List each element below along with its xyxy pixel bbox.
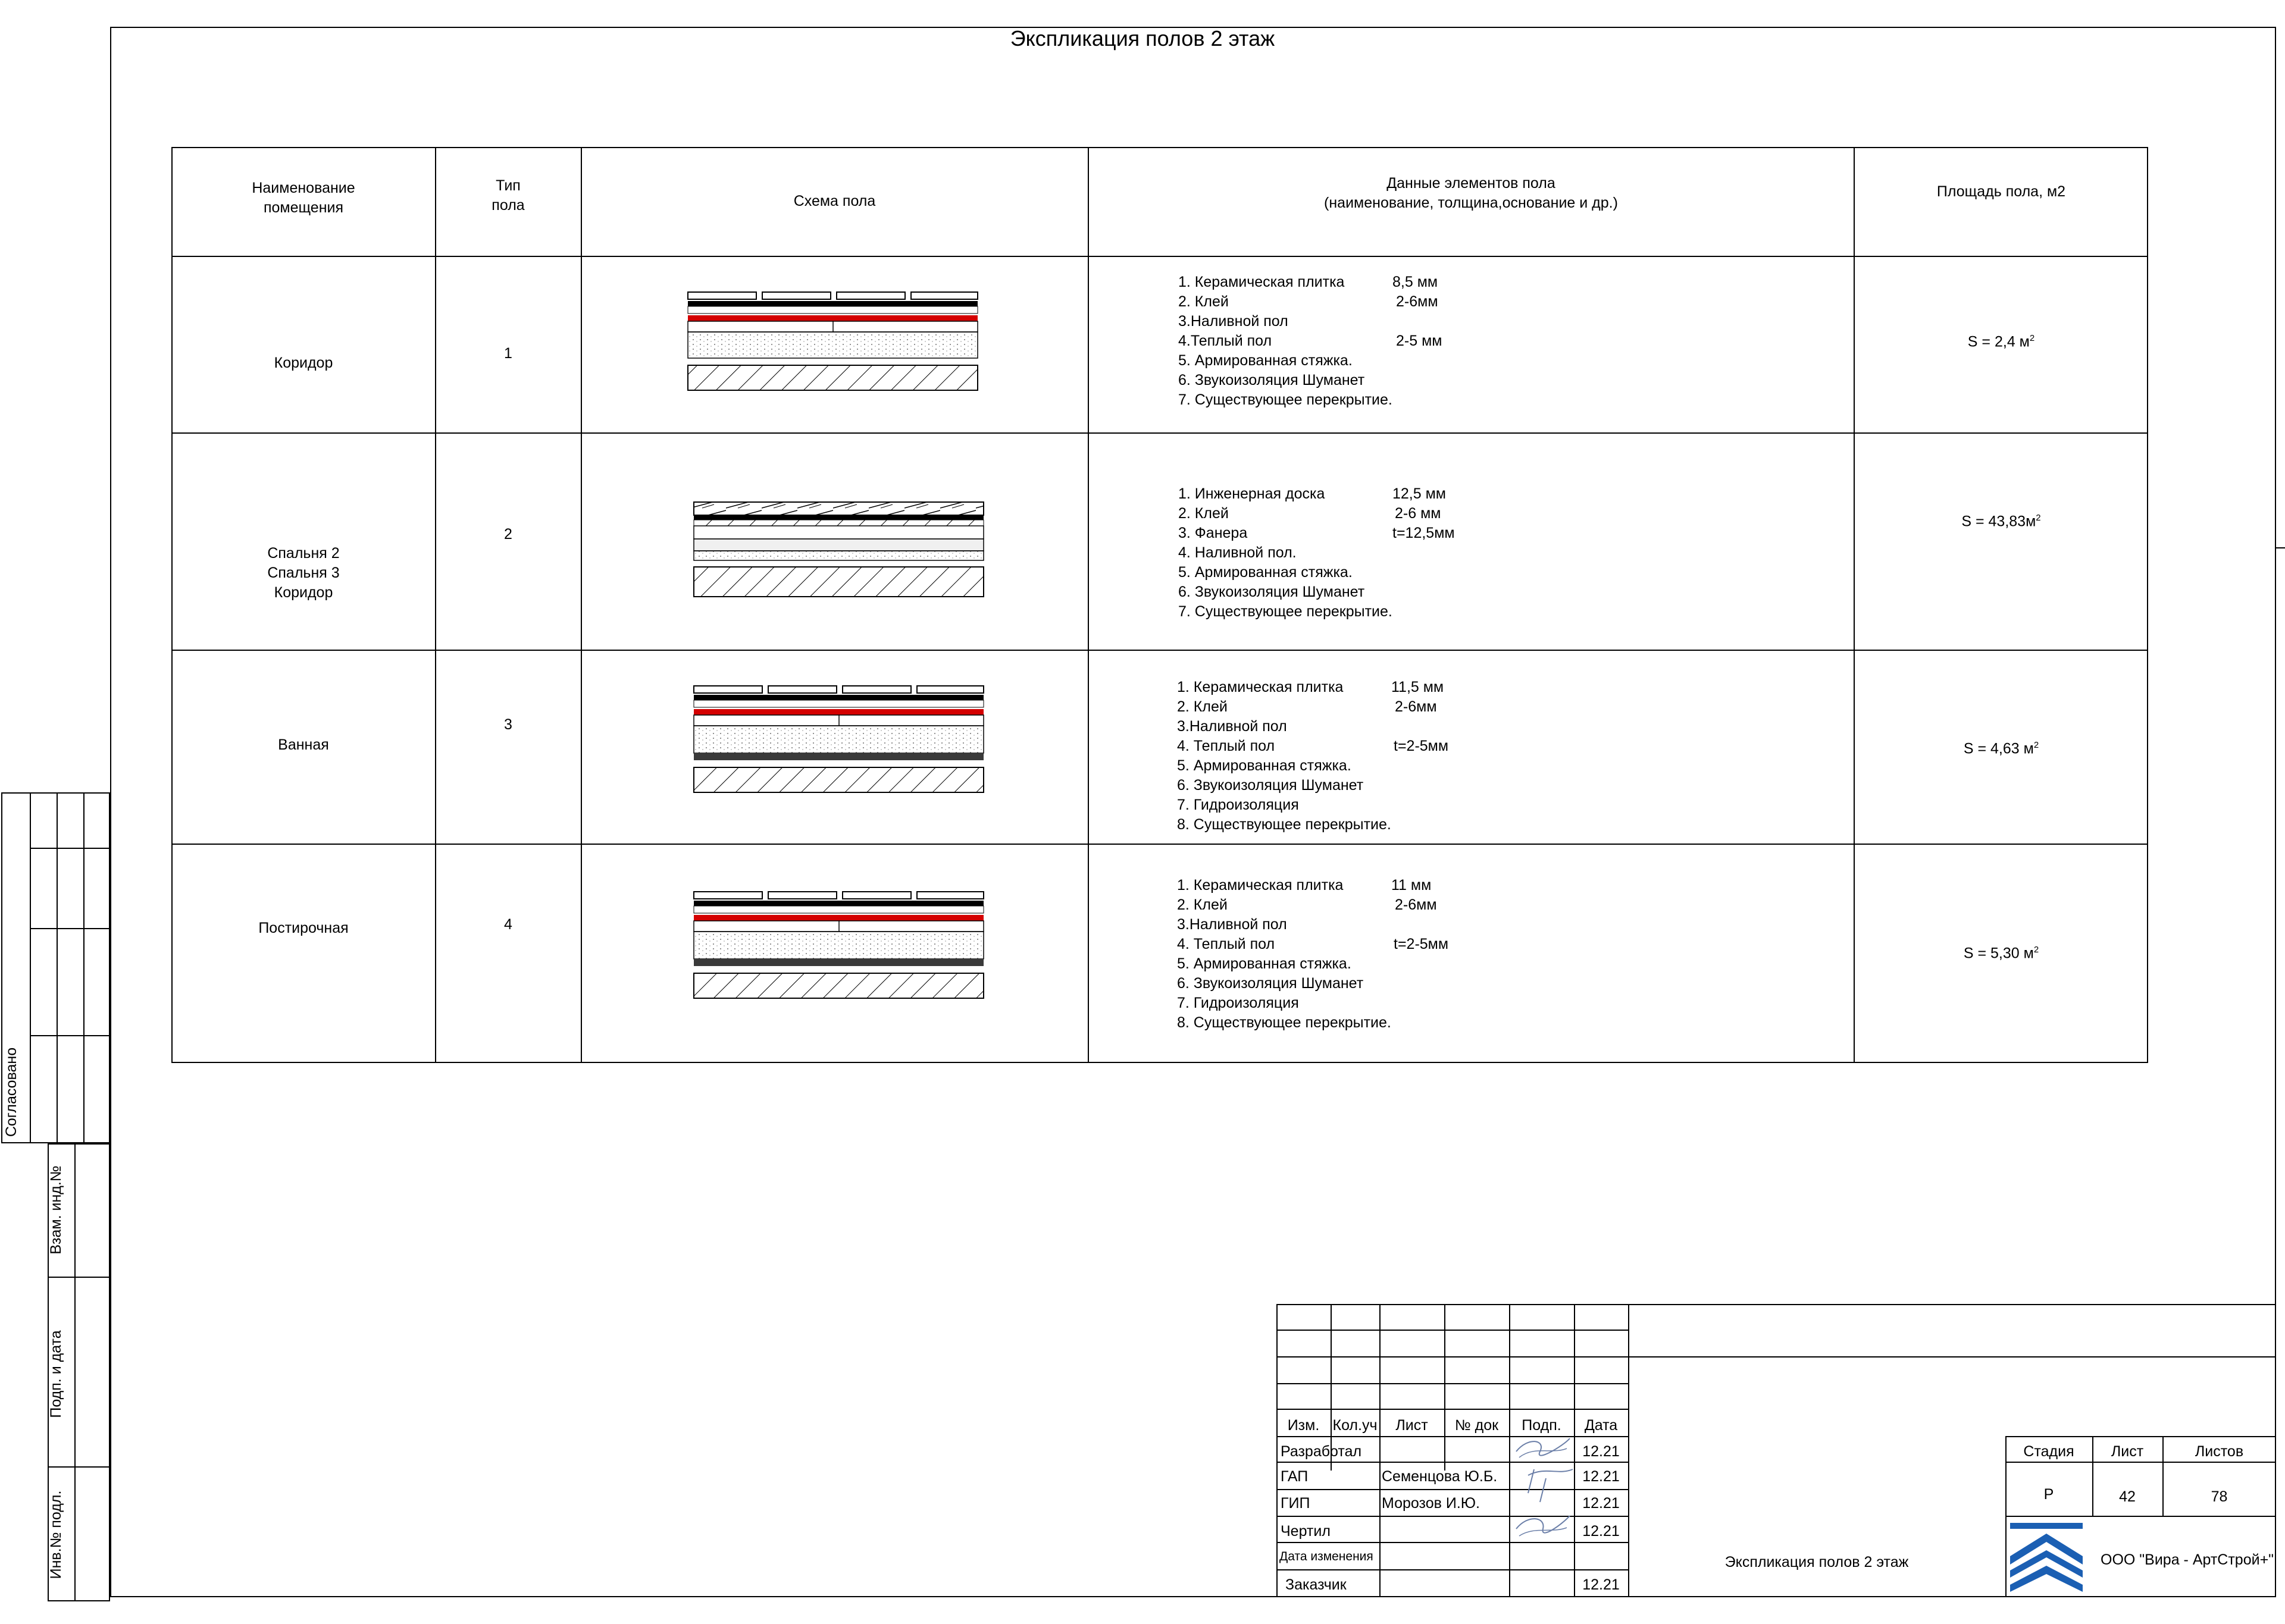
stamp-h-podp: Подп. [1522, 1417, 1561, 1434]
agreed-label: Согласовано [3, 1047, 20, 1137]
vzam-label: Взам. инд.№ [48, 1165, 64, 1255]
signature-icon [1510, 1434, 1576, 1553]
row3-rooms: Ванная [278, 736, 329, 753]
stamp-role-2: ГАП [1281, 1468, 1309, 1485]
stamp-date-4: 12.21 [1582, 1523, 1620, 1540]
page-title: Экспликация полов 2 этаж [1010, 26, 1275, 51]
stage-value: Р [2043, 1486, 2054, 1503]
row2-values: 12,5 мм 2-6 мм t=12,5мм [1392, 485, 1455, 541]
row3-area: S = 4,63 $м^2$ [1963, 740, 2039, 757]
stamp-name-2: Семенцова Ю.Б. [1382, 1468, 1498, 1485]
floor-scheme-2 [690, 497, 988, 604]
stamp-date-2: 12.21 [1582, 1468, 1620, 1485]
stamp-date-3: 12.21 [1582, 1495, 1620, 1512]
inv-label: Инв.№ подл. [48, 1490, 64, 1579]
podp-label: Подп. и дата [48, 1330, 64, 1418]
row1-area: S = 2,4 $м^2$ [1967, 333, 2035, 350]
company-logo-icon [2009, 1520, 2084, 1595]
row2-items: 1. Инженерная доска 2. Клей 3. Фанера 4. Наливной пол. 5. Армированная стяжка. 6. Звукоизоляция Шуманет 7. Существующее перекрытие. [1178, 485, 1392, 620]
stamp-date-6: 12.21 [1582, 1576, 1620, 1593]
edge-mark [2276, 547, 2285, 548]
floor-scheme-3 [690, 684, 988, 803]
sheets-value: 78 [2211, 1488, 2228, 1505]
header-scheme: Схема пола [793, 193, 876, 209]
row2-type: 2 [504, 526, 512, 543]
header-data: Данные элементов пола (наименование, толщина,основание и др.) [1324, 175, 1618, 211]
row1-items: 1. Керамическая плитка 2. Клей 3.Наливной пол 4.Теплый пол 5. Армированная стяжка. 6. Звукоизоляция Шуманет 7. Существующее перекрытие. [1178, 274, 1392, 408]
header-type: Тип пола [492, 177, 525, 214]
header-room: Наименование помещения [252, 180, 355, 216]
stamp-role-3: ГИП [1281, 1495, 1310, 1512]
sheets-label: Листов [2195, 1443, 2244, 1460]
row4-area: S = 5,30 $м^2$ [1963, 945, 2039, 962]
row1-rooms: Коридор [274, 355, 333, 371]
stamp-role-1: Разработал [1281, 1443, 1362, 1460]
row1-type: 1 [504, 345, 512, 362]
row3-type: 3 [504, 716, 512, 733]
stamp-h-izm: Изм. [1287, 1417, 1320, 1434]
stamp-h-date: Дата [1584, 1417, 1618, 1434]
floor-scheme-4 [690, 890, 988, 1009]
row1-values: 8,5 мм 2-6мм 2-5 мм [1392, 274, 1442, 349]
floor-scheme-1 [684, 290, 982, 397]
stamp-role-5: Дата изменения [1279, 1550, 1373, 1563]
stamp-name-3: Морозов И.Ю. [1382, 1495, 1480, 1512]
row4-items: 1. Керамическая плитка 2. Клей 3.Наливной пол 4. Теплый пол 5. Армированная стяжка. 6. Звукоизоляция Шуманет 7. Гидроизоляция 8. Существующее перекрытие. [1177, 877, 1391, 1031]
row3-items: 1. Керамическая плитка 2. Клей 3.Наливной пол 4. Теплый пол 5. Армированная стяжка. 6. Звукоизоляция Шуманет 7. Гидроизоляция 8. Существующее перекрытие. [1177, 679, 1391, 833]
stamp-h-list: Лист [1395, 1417, 1428, 1434]
row3-values: 11,5 мм 2-6мм t=2-5мм [1391, 679, 1449, 754]
stamp-role-6: Заказчик [1285, 1576, 1347, 1593]
company-name: ООО "Вира - АртСтрой+" [2101, 1551, 2274, 1568]
row4-rooms: Постирочная [258, 920, 349, 936]
row2-rooms: Спальня 2 Спальня 3 Коридор [267, 545, 340, 601]
stamp-date-1: 12.21 [1582, 1443, 1620, 1460]
stage-label: Стадия [2023, 1443, 2074, 1460]
sheet-value: 42 [2119, 1488, 2136, 1505]
row4-values: 11 мм 2-6мм t=2-5мм [1391, 877, 1449, 952]
doc-title: Экспликация полов 2 этаж [1724, 1554, 1909, 1570]
sheet-label: Лист [2111, 1443, 2144, 1460]
stamp-role-4: Чертил [1281, 1523, 1331, 1540]
header-area: Площадь пола, м2 [1936, 183, 2066, 200]
row4-type: 4 [504, 916, 512, 933]
stamp-h-kol: Кол.уч [1332, 1417, 1378, 1434]
row2-area: $S = 43,83м^2$ [1961, 513, 2041, 530]
stamp-h-doc: № док [1454, 1417, 1499, 1434]
